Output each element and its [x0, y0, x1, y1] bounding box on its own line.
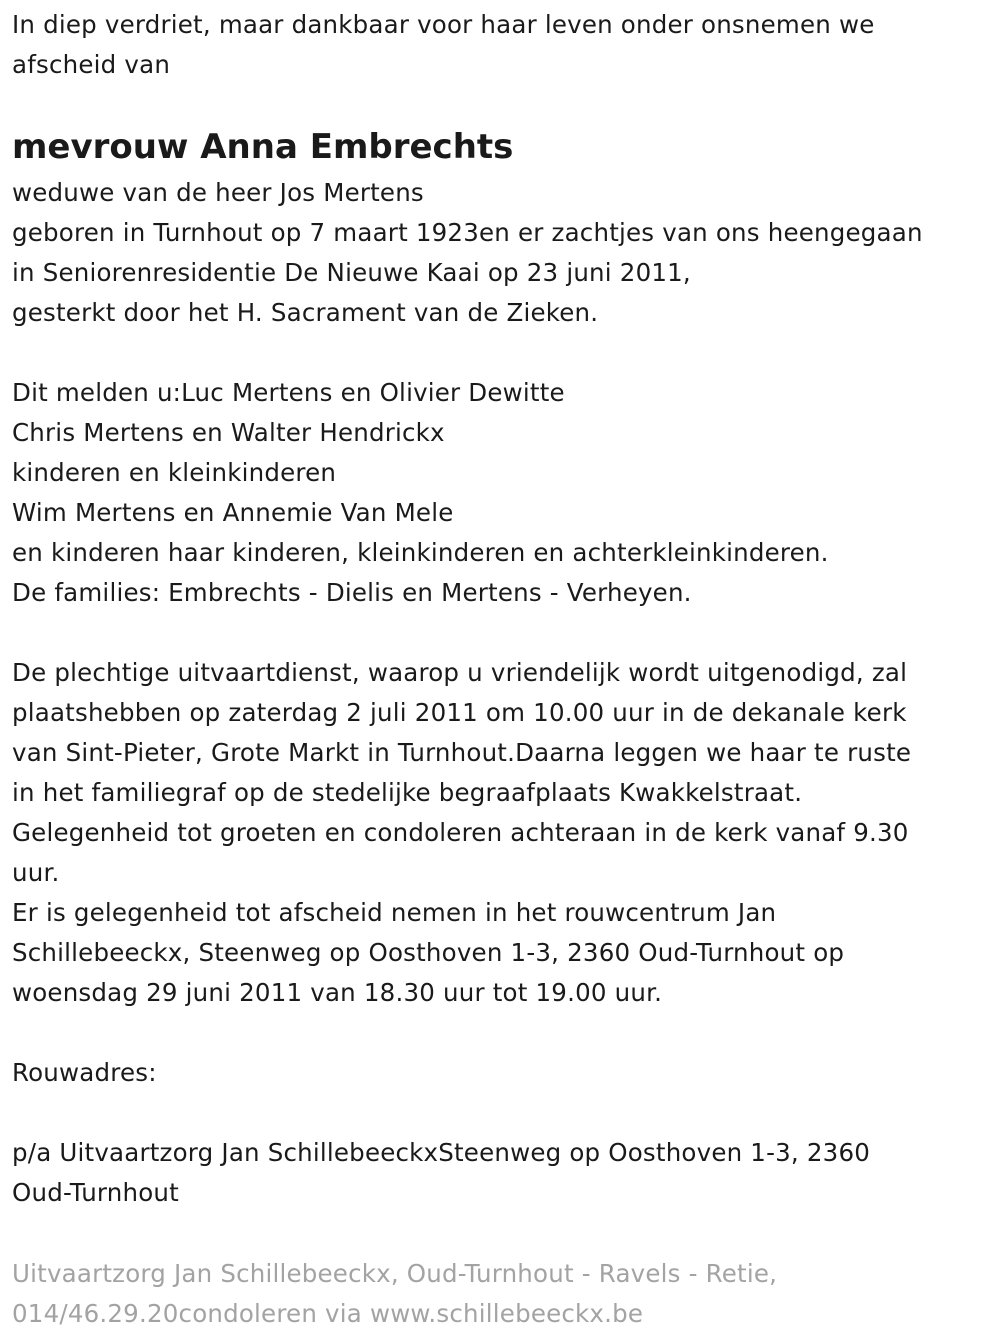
deceased-name: mevrouw Anna Embrechts: [12, 127, 514, 167]
family-section: [12, 373, 829, 613]
footer-line: 014/46.29.20condoleren via www.schillebeeckx.be: [12, 1299, 644, 1328]
footer: [12, 1254, 777, 1334]
address-line: Oud-Turnhout: [12, 1178, 179, 1207]
intro-line: afscheid van: [12, 50, 171, 79]
service-line: Schillebeeckx, Steenweg op Oosthoven 1-3, 2360 Oud-Turnhout op: [12, 938, 845, 967]
service-line: uur.: [12, 858, 60, 887]
service-line: Er is gelegenheid tot afscheid nemen in het rouwcentrum Jan: [12, 898, 777, 927]
address-label-section: [12, 1053, 157, 1093]
service-line: woensdag 29 juni 2011 van 18.30 uur tot 19.00 uur.: [12, 978, 663, 1007]
service-line: plaatshebben op zaterdag 2 juli 2011 om 10.00 uur in de dekanale kerk: [12, 698, 907, 727]
service-section: [12, 653, 911, 1013]
service-line: De plechtige uitvaartdienst, waarop u vriendelijk wordt uitgenodigd, zal: [12, 658, 908, 687]
address-line: p/a Uitvaartzorg Jan SchillebeeckxSteenweg op Oosthoven 1-3, 2360: [12, 1138, 871, 1167]
bio-line: gesterkt door het H. Sacrament van de Zieken.: [12, 298, 599, 327]
intro-line: In diep verdriet, maar dankbaar voor haar leven onder onsnemen we: [12, 10, 875, 39]
footer-line: Uitvaartzorg Jan Schillebeeckx, Oud-Turnhout - Ravels - Retie,: [12, 1259, 778, 1288]
bio-line: weduwe van de heer Jos Mertens: [12, 178, 424, 207]
address-label: Rouwadres:: [12, 1058, 157, 1087]
family-line: kinderen en kleinkinderen: [12, 458, 337, 487]
family-line: De families: Embrechts - Dielis en Mertens - Verheyen.: [12, 578, 692, 607]
family-line: Wim Mertens en Annemie Van Mele: [12, 498, 454, 527]
address-section: [12, 1133, 870, 1213]
bio-line: geboren in Turnhout op 7 maart 1923en er zachtjes van ons heengegaan: [12, 218, 923, 247]
service-line: in het familiegraf op de stedelijke begraafplaats Kwakkelstraat.: [12, 778, 803, 807]
service-line: Gelegenheid tot groeten en condoleren achteraan in de kerk vanaf 9.30: [12, 818, 909, 847]
bio-section: [12, 173, 923, 333]
family-line: Dit melden u:Luc Mertens en Olivier Dewitte: [12, 378, 565, 407]
family-line: Chris Mertens en Walter Hendrickx: [12, 418, 445, 447]
bio-line: in Seniorenresidentie De Nieuwe Kaai op 23 juni 2011,: [12, 258, 691, 287]
family-line: en kinderen haar kinderen, kleinkinderen en achterkleinkinderen.: [12, 538, 829, 567]
service-line: van Sint-Pieter, Grote Markt in Turnhout.Daarna leggen we haar te ruste: [12, 738, 912, 767]
intro-text: [12, 5, 988, 85]
